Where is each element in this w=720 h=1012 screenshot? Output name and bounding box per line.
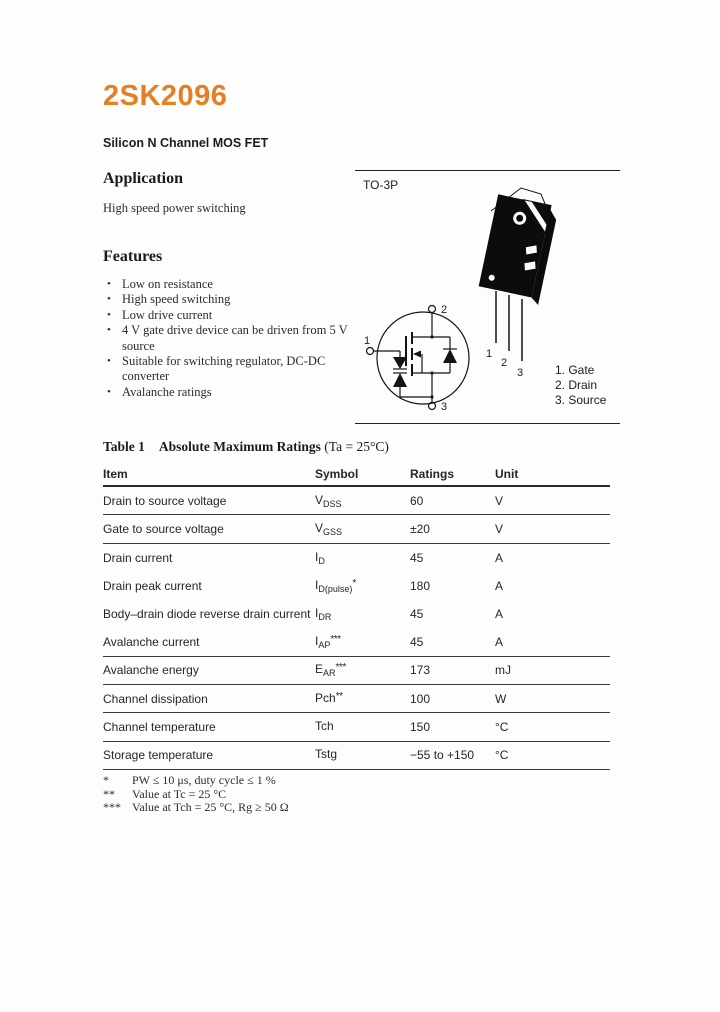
table-title <box>103 439 389 455</box>
symbol-cell: $I_D$ <box>315 549 325 566</box>
rating-cell: 150 <box>410 720 431 735</box>
feature-item: • Low drive current <box>103 308 359 323</box>
rating-cell: 173 <box>410 663 431 678</box>
column-header-item: Item <box>103 467 128 481</box>
table-header-row <box>103 463 610 487</box>
unit-cell: °C <box>495 720 509 735</box>
footnote-marker: * <box>103 773 109 787</box>
item-cell: Avalanche current <box>103 635 200 650</box>
column-header-symbol: Symbol <box>315 467 359 481</box>
item-cell: Avalanche energy <box>103 663 199 678</box>
symbol-cell: Tch <box>315 719 334 734</box>
feature-item: • 4 V gate drive device can be driven from 5 V source <box>103 323 359 354</box>
rating-cell: 100 <box>410 691 431 706</box>
unit-cell: W <box>495 691 507 706</box>
pin-legend-item: 2. Drain <box>555 378 598 392</box>
feature-item: • High speed switching <box>103 292 359 307</box>
symbol-cell: $I_{D(pulse)}^*$ <box>315 578 356 595</box>
unit-cell: A <box>495 579 504 594</box>
rating-cell: 180 <box>410 579 431 594</box>
footnotes <box>103 774 289 815</box>
features-heading: Features <box>103 248 163 265</box>
table-row <box>103 628 610 656</box>
rating-cell: 45 <box>410 607 424 622</box>
item-cell: Drain current <box>103 550 173 565</box>
footnote-marker: ** <box>103 786 115 801</box>
table-row <box>103 600 610 628</box>
table-row <box>103 544 610 572</box>
item-cell: Channel dissipation <box>103 691 208 706</box>
table-row <box>103 515 610 543</box>
table-row <box>103 685 610 713</box>
unit-cell: mJ <box>495 663 511 678</box>
features-list <box>103 277 359 400</box>
feature-item: • Low on resistance <box>103 277 359 292</box>
feature-item: • Avalanche ratings <box>103 385 359 400</box>
unit-cell: V <box>495 493 504 508</box>
table-row <box>103 713 610 741</box>
package-pin-label: 2 <box>501 357 508 369</box>
item-cell: Body–drain diode reverse drain current <box>103 607 311 622</box>
table-label: Table 1 <box>103 439 145 454</box>
package-pin-label: 1 <box>486 348 493 360</box>
symbol-cell: Tstg <box>315 747 338 762</box>
mosfet-symbol-icon <box>360 299 498 421</box>
footnote <box>103 774 289 788</box>
ratings-table <box>103 463 610 770</box>
item-cell: Drain peak current <box>103 579 202 594</box>
unit-cell: A <box>495 607 504 622</box>
application-heading: Application <box>103 170 184 187</box>
item-cell: Storage temperature <box>103 748 214 763</box>
symbol-cell: $I_{DR}$ <box>315 606 332 623</box>
rating-cell: 45 <box>410 550 424 565</box>
package-name-label: TO-3P <box>363 178 399 192</box>
rating-cell: ±20 <box>410 521 430 536</box>
symbol-pin-gate-label: 1 <box>364 335 371 347</box>
footnote-text: PW ≤ 10 μs, duty cycle ≤ 1 % <box>132 773 276 787</box>
unit-cell: A <box>495 550 504 565</box>
symbol-pin-source-label: 3 <box>441 401 448 413</box>
device-subtitle: Silicon N Channel MOS FET <box>103 136 269 150</box>
symbol-cell: Pch** <box>315 690 343 705</box>
table-condition: (Ta = 25°C) <box>324 439 389 454</box>
table-row <box>103 572 610 600</box>
footnote-text: Value at Tc = 25 °C <box>132 786 227 801</box>
pin-legend-item: 1. Gate <box>555 363 595 377</box>
pin-legend <box>555 363 606 408</box>
rating-cell: 45 <box>410 635 424 650</box>
symbol-cell: $V_{DSS}$ <box>315 492 342 509</box>
package-figure <box>355 170 620 424</box>
pin-legend-item: 3. Source <box>555 393 607 407</box>
page-title: 2SK2096 <box>103 80 228 112</box>
footnote <box>103 788 289 802</box>
symbol-pin-drain-label: 2 <box>441 304 448 316</box>
symbol-cell: $E_{AR}^{***}$ <box>315 662 346 679</box>
table-row <box>103 742 610 770</box>
application-text: High speed power switching <box>103 201 246 215</box>
item-cell: Gate to source voltage <box>103 521 224 536</box>
symbol-cell: $V_{GSS}$ <box>315 520 343 537</box>
item-cell: Drain to source voltage <box>103 493 227 508</box>
footnote <box>103 801 289 815</box>
rating-cell: 60 <box>410 493 424 508</box>
table-name: Absolute Maximum Ratings <box>158 439 321 454</box>
unit-cell: A <box>495 635 504 650</box>
package-pin-label: 3 <box>517 367 524 379</box>
column-header-ratings: Ratings <box>410 467 455 481</box>
footnote-marker: *** <box>103 800 121 815</box>
item-cell: Channel temperature <box>103 720 216 735</box>
unit-cell: °C <box>495 748 509 763</box>
footnote-text: Value at Tch = 25 °C, Rg ≥ 50 Ω <box>132 800 289 815</box>
symbol-cell: $I_{AP}^{***}$ <box>315 634 341 651</box>
table-row <box>103 657 610 685</box>
unit-cell: V <box>495 521 504 536</box>
column-header-unit: Unit <box>495 467 519 481</box>
feature-item: • Suitable for switching regulator, DC-DC converter <box>103 354 359 385</box>
rating-cell: −55 to +150 <box>410 748 475 763</box>
table-row <box>103 487 610 515</box>
